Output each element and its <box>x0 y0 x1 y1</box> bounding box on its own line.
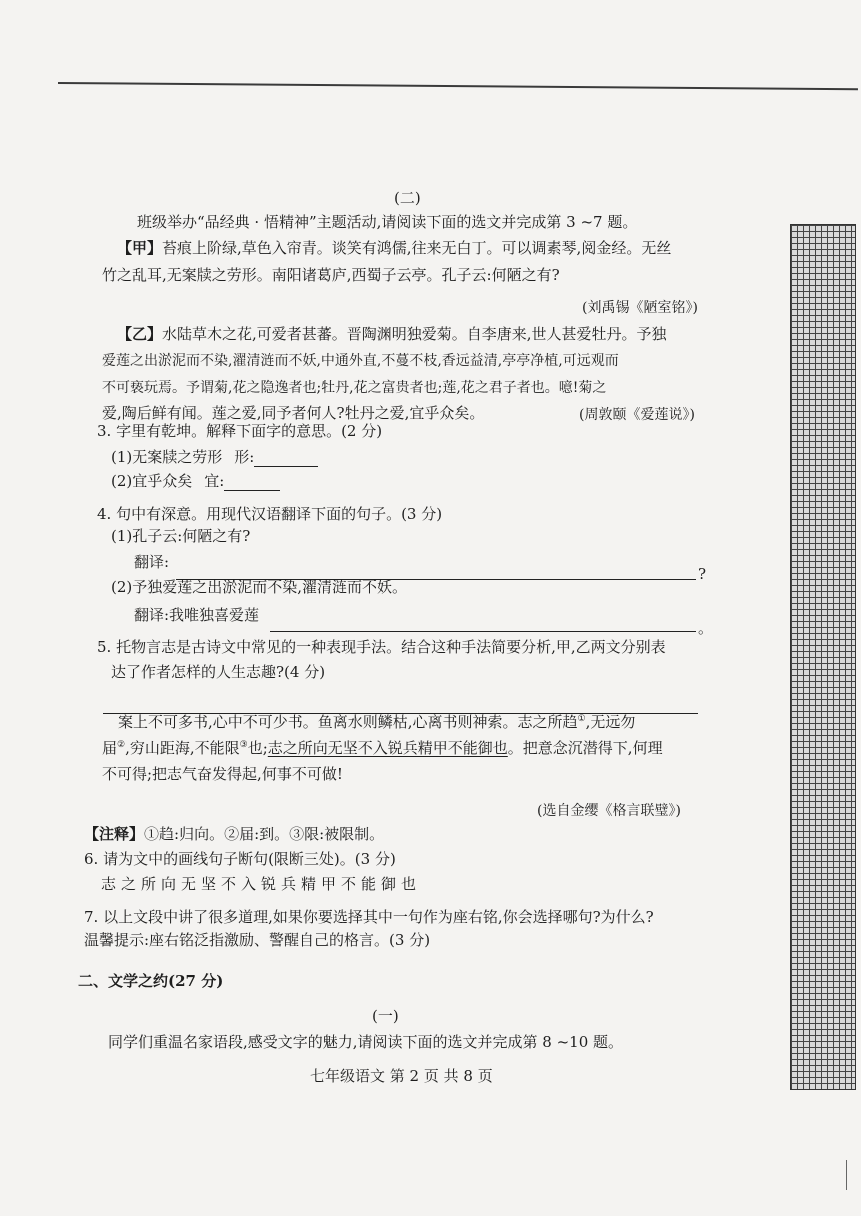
note: 【注释】①趋:归向。②届:到。③限:被限制。 <box>84 825 385 843</box>
question-4-item-2: (2)予独爱莲之出淤泥而不染,濯清涟而不妖。 <box>111 578 408 596</box>
answer-blank-3-2[interactable] <box>224 474 280 491</box>
passage-yi-line-1: 【乙】水陆草木之花,可爱者甚蕃。晋陶渊明独爱菊。自李唐来,世人甚爱牡丹。予独 <box>117 325 667 343</box>
question-3-item-2: (2)宜乎众矣 宜: <box>111 471 280 491</box>
question-6-stem: 6. 请为文中的画线句子断句(限断三处)。(3 分) <box>84 850 396 868</box>
answer-line-4-1-end: ? <box>698 565 707 583</box>
question-7-line-1: 7. 以上文段中讲了很多道理,如果你要选择其中一句作为座右铭,你会选择哪句?为什么? <box>84 908 654 926</box>
question-5-line-2: 达了作者怎样的人生志趣?(4 分) <box>111 663 326 681</box>
part-2-heading: 二、文学之约(27 分) <box>78 972 224 990</box>
passage-yi-label: 【乙】 <box>117 325 163 343</box>
question-6-sentence: 志之所向无坚不入锐兵精甲不能御也 <box>101 875 422 893</box>
question-4-item-1: (1)孔子云:何陋之有? <box>111 527 251 545</box>
passage-3-line-1: 案上不可多书,心中不可少书。鱼离水则鳞枯,心离书则神索。志之所趋①,无远勿 <box>118 713 636 731</box>
passage-jia-label: 【甲】 <box>117 239 163 257</box>
translation-label-2: 翻译:我唯独喜爱莲 <box>134 606 260 624</box>
part-2-intro: 同学们重温名家语段,感受文字的魅力,请阅读下面的选文并完成第 8 ~10 题。 <box>108 1033 624 1051</box>
passage-yi-line-2: 爱莲之出淤泥而不染,濯清涟而不妖,中通外直,不蔓不枝,香远益清,亭亭净植,可远观而 <box>102 353 619 369</box>
translation-label-1: 翻译: <box>134 553 170 571</box>
passage-jia-source: (刘禹锡《陋室铭》) <box>582 300 698 316</box>
question-7-line-2: 温馨提示:座右铭泛指激励、警醒自己的格言。(3 分) <box>84 931 431 949</box>
answer-line-4-2[interactable] <box>270 631 696 632</box>
passage-jia-line-1: 【甲】苔痕上阶绿,草色入帘青。谈笑有鸿儒,往来无白丁。可以调素琴,阅金经。无丝 <box>117 239 672 257</box>
question-3-stem: 3. 字里有乾坤。解释下面字的意思。(2 分) <box>97 422 383 440</box>
underlined-sentence: 志之所向无坚不入锐兵精甲不能御也 <box>267 739 508 757</box>
answer-line-4-2-end: 。 <box>698 619 714 637</box>
passage-3-source: (选自金缨《格言联璧》) <box>537 803 681 819</box>
answer-blank-3-1[interactable] <box>254 450 318 467</box>
scan-edge-mark <box>846 1160 847 1190</box>
section-two-heading: (二) <box>394 189 421 207</box>
question-4-stem: 4. 句中有深意。用现代汉语翻译下面的句子。(3 分) <box>97 505 443 523</box>
section-intro: 班级举办“品经典 · 悟精神”主题活动,请阅读下面的选文并完成第 3 ~7 题。 <box>137 213 638 231</box>
passage-yi-line-3: 不可亵玩焉。予谓菊,花之隐逸者也;牡丹,花之富贵者也;莲,花之君子者也。噫!菊之 <box>102 380 607 396</box>
page-footer: 七年级语文 第 2 页 共 8 页 <box>310 1067 493 1085</box>
passage-jia-line-2: 竹之乱耳,无案牍之劳形。南阳诸葛庐,西蜀子云亭。孔子云:何陋之有? <box>102 266 560 284</box>
question-3-item-1: (1)无案牍之劳形 形: <box>111 447 318 467</box>
question-5-line-1: 5. 托物言志是古诗文中常见的一种表现手法。结合这种手法简要分析,甲,乙两文分别表 <box>97 638 666 656</box>
part-2-sub-heading: (一) <box>372 1007 399 1025</box>
page-top-rule <box>58 82 858 90</box>
answer-grid-strip <box>790 224 856 1090</box>
passage-3-line-3: 不可得;把志气奋发得起,何事不可做! <box>102 765 343 783</box>
passage-3-line-2: 届②,穷山距海,不能限③也;志之所向无坚不入锐兵精甲不能御也。把意念沉潜得下,何理 <box>102 739 663 757</box>
passage-yi-line-4: 爱,陶后鲜有闻。莲之爱,同予者何人?牡丹之爱,宜乎众矣。 <box>102 404 485 422</box>
passage-yi-source: (周敦颐《爱莲说》) <box>579 407 695 423</box>
